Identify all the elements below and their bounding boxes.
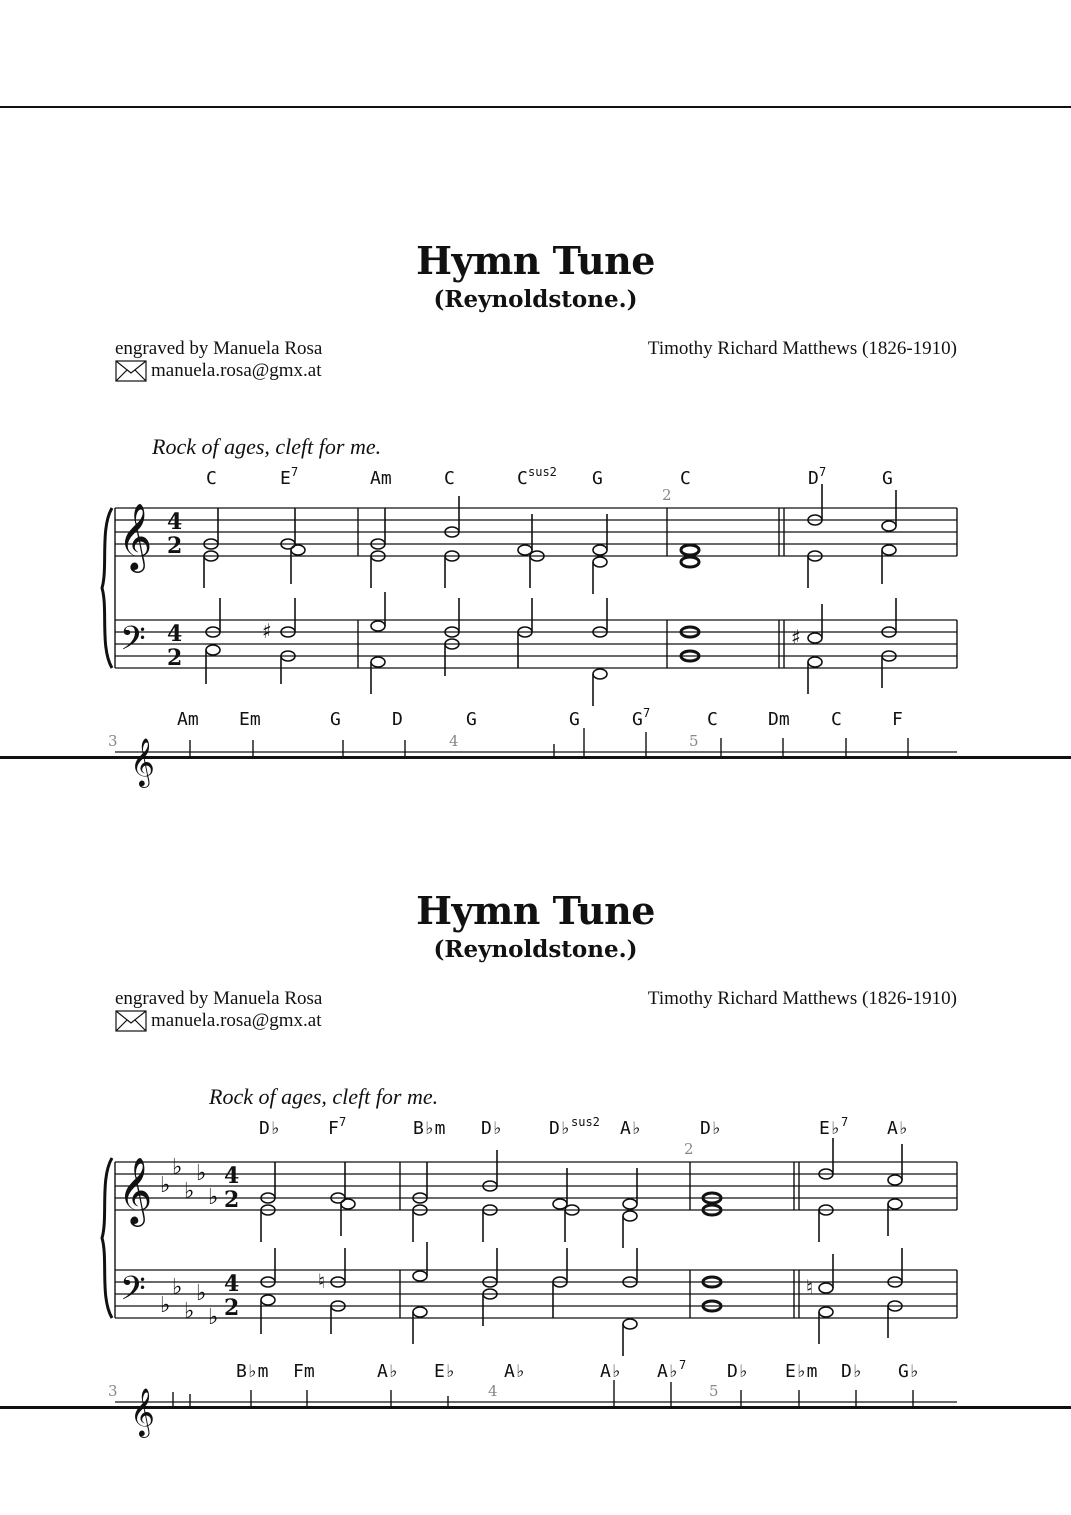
engraver-credit: engraved by Manuela Rosa bbox=[115, 338, 323, 359]
svg-text:♭: ♭ bbox=[208, 1185, 219, 1210]
chord-symbol: A♭ bbox=[887, 1118, 909, 1139]
svg-text:♭: ♭ bbox=[172, 1275, 183, 1300]
chord-symbol: A♭ bbox=[600, 1361, 622, 1382]
email-text: manuela.rosa@gmx.at bbox=[151, 1010, 322, 1031]
chord-symbols-line-1 bbox=[206, 465, 893, 489]
chord-extension: 7 bbox=[339, 1115, 347, 1129]
treble-notes bbox=[204, 484, 896, 594]
chord-symbol: G bbox=[882, 468, 893, 489]
score-title: Hymn Tune bbox=[416, 888, 655, 933]
chord-symbol: A♭ bbox=[657, 1361, 679, 1382]
score-page-2 bbox=[0, 758, 1071, 1436]
sharp-accidental: ♯ bbox=[791, 625, 801, 649]
score-title: Hymn Tune bbox=[416, 238, 655, 283]
treble-clef: 𝄞 bbox=[118, 502, 153, 570]
composer-credit: Timothy Richard Matthews (1826-1910) bbox=[647, 988, 957, 1009]
chord-symbol: G bbox=[592, 468, 603, 489]
chord-symbol: C bbox=[707, 709, 718, 730]
bar-number-5: 5 bbox=[689, 732, 699, 750]
bar-number-2: 2 bbox=[684, 1140, 694, 1158]
score-subtitle: (Reynoldstone.) bbox=[433, 286, 638, 313]
chord-symbol: A♭ bbox=[377, 1361, 399, 1382]
svg-text:♭: ♭ bbox=[160, 1293, 171, 1318]
engraver-credit: engraved by Manuela Rosa bbox=[115, 988, 323, 1009]
bass-notes bbox=[206, 592, 896, 706]
svg-text:♭: ♭ bbox=[196, 1161, 207, 1186]
score-subtitle: (Reynoldstone.) bbox=[433, 936, 638, 963]
time-signature-treble bbox=[224, 1163, 239, 1213]
chord-symbol: F bbox=[328, 1118, 339, 1139]
natural-accidental: ♮ bbox=[318, 1269, 326, 1293]
lyric-line: Rock of ages, cleft for me. bbox=[152, 434, 382, 459]
bar-number-4: 4 bbox=[449, 732, 459, 750]
grand-staff-brace bbox=[102, 1158, 112, 1318]
chord-extension: 7 bbox=[643, 706, 651, 720]
chord-symbol: C bbox=[206, 468, 217, 489]
chord-symbol: D♭ bbox=[700, 1118, 722, 1139]
svg-text:♭: ♭ bbox=[172, 1155, 183, 1180]
chord-symbol: E♭ bbox=[819, 1118, 841, 1139]
chord-symbol: D♭ bbox=[727, 1361, 749, 1382]
chord-symbol: G bbox=[569, 709, 580, 730]
chord-symbol: E♭ bbox=[434, 1361, 456, 1382]
time-signature-bass bbox=[167, 621, 182, 671]
svg-text:♭: ♭ bbox=[196, 1281, 207, 1306]
chord-symbol: Fm bbox=[293, 1361, 315, 1382]
chord-extension: 7 bbox=[841, 1115, 849, 1129]
bar-number-3: 3 bbox=[108, 732, 118, 750]
svg-text:4: 4 bbox=[224, 1271, 240, 1297]
chord-symbol: D♭ bbox=[259, 1118, 281, 1139]
chord-symbol: D♭ bbox=[841, 1361, 863, 1382]
chord-symbol: Dm bbox=[768, 709, 790, 730]
chord-symbol: D♭ bbox=[549, 1118, 571, 1139]
chord-extension: 7 bbox=[819, 465, 827, 479]
key-signature-bass bbox=[160, 1275, 218, 1330]
bass-staff bbox=[115, 620, 957, 668]
treble-staff bbox=[115, 508, 957, 556]
chord-symbol: Am bbox=[370, 468, 392, 489]
bar-number-2: 2 bbox=[662, 486, 672, 504]
chord-symbol: Em bbox=[239, 709, 261, 730]
chord-symbols-line-2 bbox=[177, 706, 903, 730]
chord-symbol: C bbox=[444, 468, 455, 489]
chord-extension: sus2 bbox=[571, 1115, 600, 1129]
chord-symbol: E bbox=[280, 468, 291, 489]
chord-symbol: B♭m bbox=[236, 1361, 269, 1382]
chord-symbol: F bbox=[892, 709, 903, 730]
svg-text:2: 2 bbox=[167, 645, 183, 671]
natural-accidental: ♮ bbox=[806, 1275, 814, 1299]
time-signature-bass bbox=[224, 1271, 239, 1321]
bar-number-3: 3 bbox=[108, 1382, 118, 1400]
music-system bbox=[0, 108, 1071, 786]
grand-staff-brace bbox=[102, 508, 112, 668]
chord-symbol: D bbox=[808, 468, 819, 489]
chord-symbol: G bbox=[330, 709, 341, 730]
chord-symbol: A♭ bbox=[620, 1118, 642, 1139]
composer-credit: Timothy Richard Matthews (1826-1910) bbox=[647, 338, 957, 359]
svg-text:♭: ♭ bbox=[160, 1173, 171, 1198]
treble-clef: 𝄞 bbox=[118, 1156, 153, 1224]
chord-symbol: Am bbox=[177, 709, 199, 730]
treble-notes bbox=[261, 1138, 902, 1248]
svg-text:♭: ♭ bbox=[184, 1179, 195, 1204]
chord-extension: 7 bbox=[291, 465, 299, 479]
chord-symbols-line-2 bbox=[236, 1358, 920, 1382]
bass-notes bbox=[261, 1242, 902, 1356]
svg-text:2: 2 bbox=[224, 1187, 240, 1213]
bass-clef: 𝄢 bbox=[120, 620, 146, 666]
svg-text:4: 4 bbox=[167, 621, 183, 647]
bass-clef: 𝄢 bbox=[120, 1270, 146, 1316]
chord-symbol: D bbox=[392, 709, 403, 730]
svg-text:4: 4 bbox=[224, 1163, 240, 1189]
chord-symbol: C bbox=[517, 468, 528, 489]
chord-symbol: G bbox=[466, 709, 477, 730]
chord-symbol: A♭ bbox=[504, 1361, 526, 1382]
chord-symbol: G bbox=[632, 709, 643, 730]
treble-staff bbox=[115, 1162, 957, 1210]
sharp-accidental: ♯ bbox=[262, 619, 272, 643]
svg-text:♭: ♭ bbox=[184, 1299, 195, 1324]
chord-symbol: C bbox=[831, 709, 842, 730]
chord-symbol: E♭m bbox=[785, 1361, 818, 1382]
svg-text:4: 4 bbox=[167, 509, 183, 535]
chord-extension: 7 bbox=[679, 1358, 687, 1372]
treble-whole-notes bbox=[703, 1193, 721, 1215]
bass-staff bbox=[115, 1270, 957, 1318]
email-text: manuela.rosa@gmx.at bbox=[151, 360, 322, 381]
music-system bbox=[0, 758, 1071, 1436]
svg-text:2: 2 bbox=[224, 1295, 240, 1321]
chord-symbol: G♭ bbox=[898, 1361, 920, 1382]
bar-number-5: 5 bbox=[709, 1382, 719, 1400]
treble-clef-partial: 𝄞 bbox=[130, 737, 155, 786]
key-signature-treble bbox=[160, 1155, 218, 1210]
lyric-line: Rock of ages, cleft for me. bbox=[209, 1084, 439, 1109]
bar-number-4: 4 bbox=[488, 1382, 498, 1400]
time-signature-treble bbox=[167, 509, 182, 559]
treble-clef-partial: 𝄞 bbox=[130, 1387, 155, 1436]
chord-symbol: D♭ bbox=[481, 1118, 503, 1139]
chord-symbol: B♭m bbox=[413, 1118, 446, 1139]
svg-text:2: 2 bbox=[167, 533, 183, 559]
chord-symbols-line-1 bbox=[259, 1115, 909, 1139]
score-page-1 bbox=[0, 108, 1071, 786]
chord-extension: sus2 bbox=[528, 465, 557, 479]
chord-symbol: C bbox=[680, 468, 691, 489]
svg-text:♭: ♭ bbox=[208, 1305, 219, 1330]
